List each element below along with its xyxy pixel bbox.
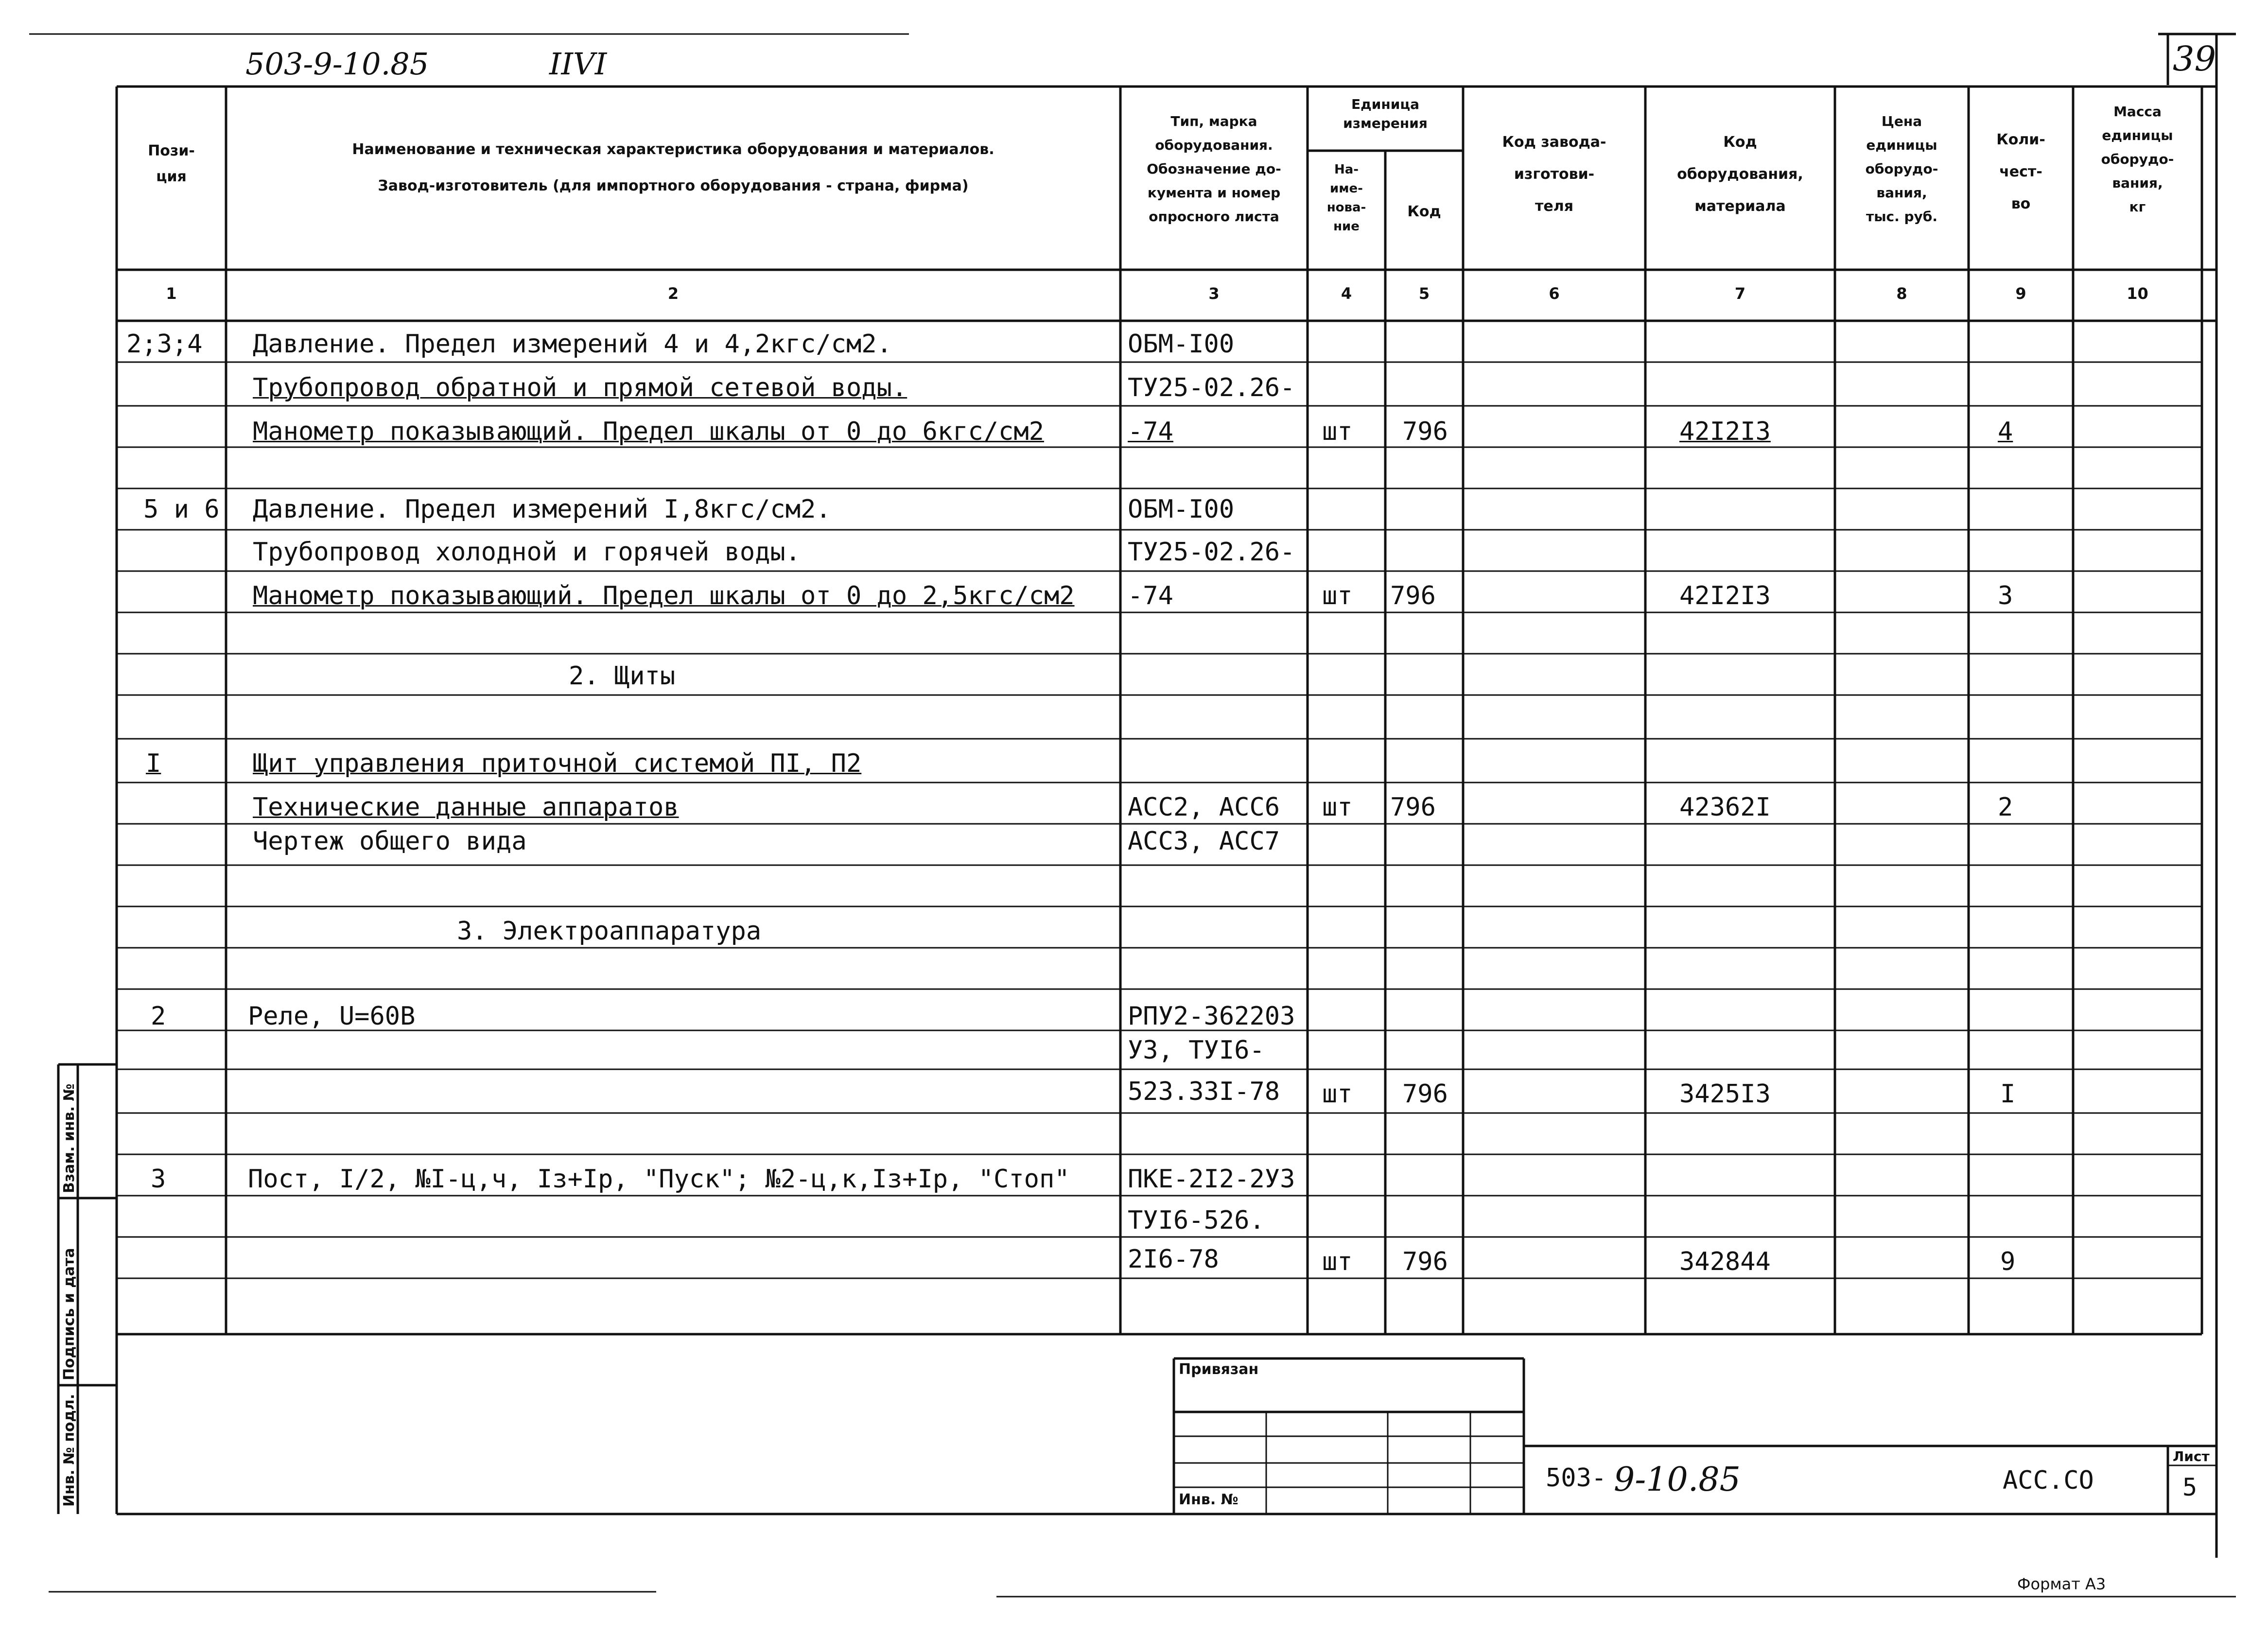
row-type: ТУI6-526. xyxy=(1128,1206,1265,1235)
row-type: ТУ25-02.26- xyxy=(1128,538,1295,567)
row-type: ПКЕ-2I2-2У3 xyxy=(1128,1165,1295,1194)
row-position: 2 xyxy=(151,1002,166,1031)
row-type: ОБМ-I00 xyxy=(1128,330,1235,359)
format-label: Формат А3 xyxy=(2017,1575,2106,1593)
row-quantity: 2 xyxy=(1998,793,2013,822)
row-quantity: I xyxy=(2000,1079,2016,1109)
row-unit-code: 796 xyxy=(1390,793,1436,822)
row-unit: шт xyxy=(1322,417,1353,446)
row-position: I xyxy=(146,749,161,778)
row-type: У3, ТУI6- xyxy=(1128,1036,1265,1065)
row-name: Давление. Предел измерений I,8кгс/см2. xyxy=(253,495,831,524)
page-number: 39 xyxy=(2173,39,2216,79)
section-heading: 3. Электроаппаратура xyxy=(457,917,762,946)
sheet-label: Лист xyxy=(2173,1448,2210,1464)
row-position: 2;3;4 xyxy=(126,330,203,359)
row-quantity: 9 xyxy=(2000,1247,2016,1276)
sheet-number: 5 xyxy=(2182,1473,2198,1501)
col-header-position: Пози- ция xyxy=(148,142,195,185)
col-num-10: 10 xyxy=(2127,284,2148,303)
row-unit: шт xyxy=(1322,1247,1353,1276)
row-equipment-code: 342844 xyxy=(1679,1247,1771,1276)
col-num-6: 6 xyxy=(1549,284,1560,303)
row-unit: шт xyxy=(1322,793,1353,822)
col-num-5: 5 xyxy=(1418,284,1430,303)
col-num-9: 9 xyxy=(2015,284,2026,303)
row-name: Щит управления приточной системой ПI, П2 xyxy=(253,749,862,778)
col-num-8: 8 xyxy=(1896,284,1907,303)
row-type: -74 xyxy=(1128,581,1173,610)
inv-no-label: Инв. № xyxy=(1179,1491,1239,1508)
row-type: 523.33I-78 xyxy=(1128,1077,1280,1106)
col-num-3: 3 xyxy=(1208,284,1220,303)
row-name: Пост, I/2, №I-ц,ч, Iз+Iр, "Пуск"; №2-ц,к,Iз+Iр, "Стоп" xyxy=(248,1165,1070,1194)
row-name: Технические данные аппаратов xyxy=(253,793,679,822)
col-num-1: 1 xyxy=(166,284,177,303)
row-equipment-code: 42362I xyxy=(1679,793,1771,822)
row-unit-code: 796 xyxy=(1390,581,1436,610)
row-type: АСС2, АСС6 xyxy=(1128,793,1280,822)
col-header-unit-name: На- име- нова- ние xyxy=(1326,162,1366,234)
row-name: Реле, U=60В xyxy=(248,1002,416,1031)
col-num-2: 2 xyxy=(667,284,679,303)
stamp-inv-original: Инв. № подл. xyxy=(61,1393,78,1507)
row-type: -74 xyxy=(1128,417,1173,446)
doc-code-printed: 503- xyxy=(1546,1463,1607,1493)
col-header-type: Тип, марка оборудования. Обозначение до- кумента и номер опросного листа xyxy=(1147,113,1281,225)
col-header-factory-code: Код завода- изготови- теля xyxy=(1502,134,1606,215)
col-num-7: 7 xyxy=(1734,284,1746,303)
row-type: ОБМ-I00 xyxy=(1128,495,1235,524)
col-header-unit-code: Код xyxy=(1407,203,1441,220)
col-header-quantity: Коли- чест- во xyxy=(1996,131,2045,212)
document-mark: АСС.СО xyxy=(2003,1466,2094,1495)
section-heading: 2. Щиты xyxy=(569,661,676,691)
row-name: Манометр показывающий. Предел шкалы от 0 до 2,5кгс/см2 xyxy=(253,581,1075,610)
row-name: Трубопровод холодной и горячей воды. xyxy=(253,538,801,567)
doc-code-hand: 9-10.85 xyxy=(1614,1461,1741,1499)
privyazan-label: Привязан xyxy=(1179,1361,1259,1378)
row-unit-code: 796 xyxy=(1402,1247,1448,1276)
col-header-price: Цена единицы оборудо- вания, тыс. руб. xyxy=(1865,113,1938,225)
row-position: 5 и 6 xyxy=(143,495,220,524)
row-equipment-code: 42I2I3 xyxy=(1679,417,1771,446)
row-position: 3 xyxy=(151,1165,166,1194)
revision-mark: IIVI xyxy=(549,46,607,82)
row-unit: шт xyxy=(1322,581,1353,610)
row-type: 2I6-78 xyxy=(1128,1245,1219,1274)
row-unit-code: 796 xyxy=(1402,1079,1448,1109)
row-equipment-code: 42I2I3 xyxy=(1679,581,1771,610)
row-unit: шт xyxy=(1322,1079,1353,1109)
stamp-sign-date: Подпись и дата xyxy=(61,1248,78,1380)
col-header-name: Наименование и техническая характеристика оборудования и материалов. Завод-изготовитель (для импортного оборудования - страна, фирма) xyxy=(352,141,994,194)
row-equipment-code: 3425I3 xyxy=(1679,1079,1771,1109)
col-header-mass: Масса единицы оборудо- вания, кг xyxy=(2101,104,2174,215)
doc-code-handwritten: 503-9-10.85 xyxy=(245,46,429,82)
row-name: Манометр показывающий. Предел шкалы от 0 до 6кгс/см2 xyxy=(253,417,1044,446)
stamp-vzam-inv: Взам. инв. № xyxy=(61,1083,78,1193)
row-unit-code: 796 xyxy=(1402,417,1448,446)
col-header-equipment-code: Код оборудования, материала xyxy=(1677,134,1803,215)
row-name: Чертеж общего вида xyxy=(253,827,527,856)
row-name: Давление. Предел измерений 4 и 4,2кгс/см2. xyxy=(253,330,892,359)
row-name: Трубопровод обратной и прямой сетевой воды. xyxy=(253,373,907,402)
col-header-unit-group: Единица измерения xyxy=(1343,96,1428,132)
col-num-4: 4 xyxy=(1341,284,1352,303)
row-quantity: 3 xyxy=(1998,581,2013,610)
row-type: РПУ2-362203 xyxy=(1128,1002,1295,1031)
row-type: ТУ25-02.26- xyxy=(1128,373,1295,402)
row-type: АСС3, АСС7 xyxy=(1128,827,1280,856)
row-quantity: 4 xyxy=(1998,417,2013,446)
